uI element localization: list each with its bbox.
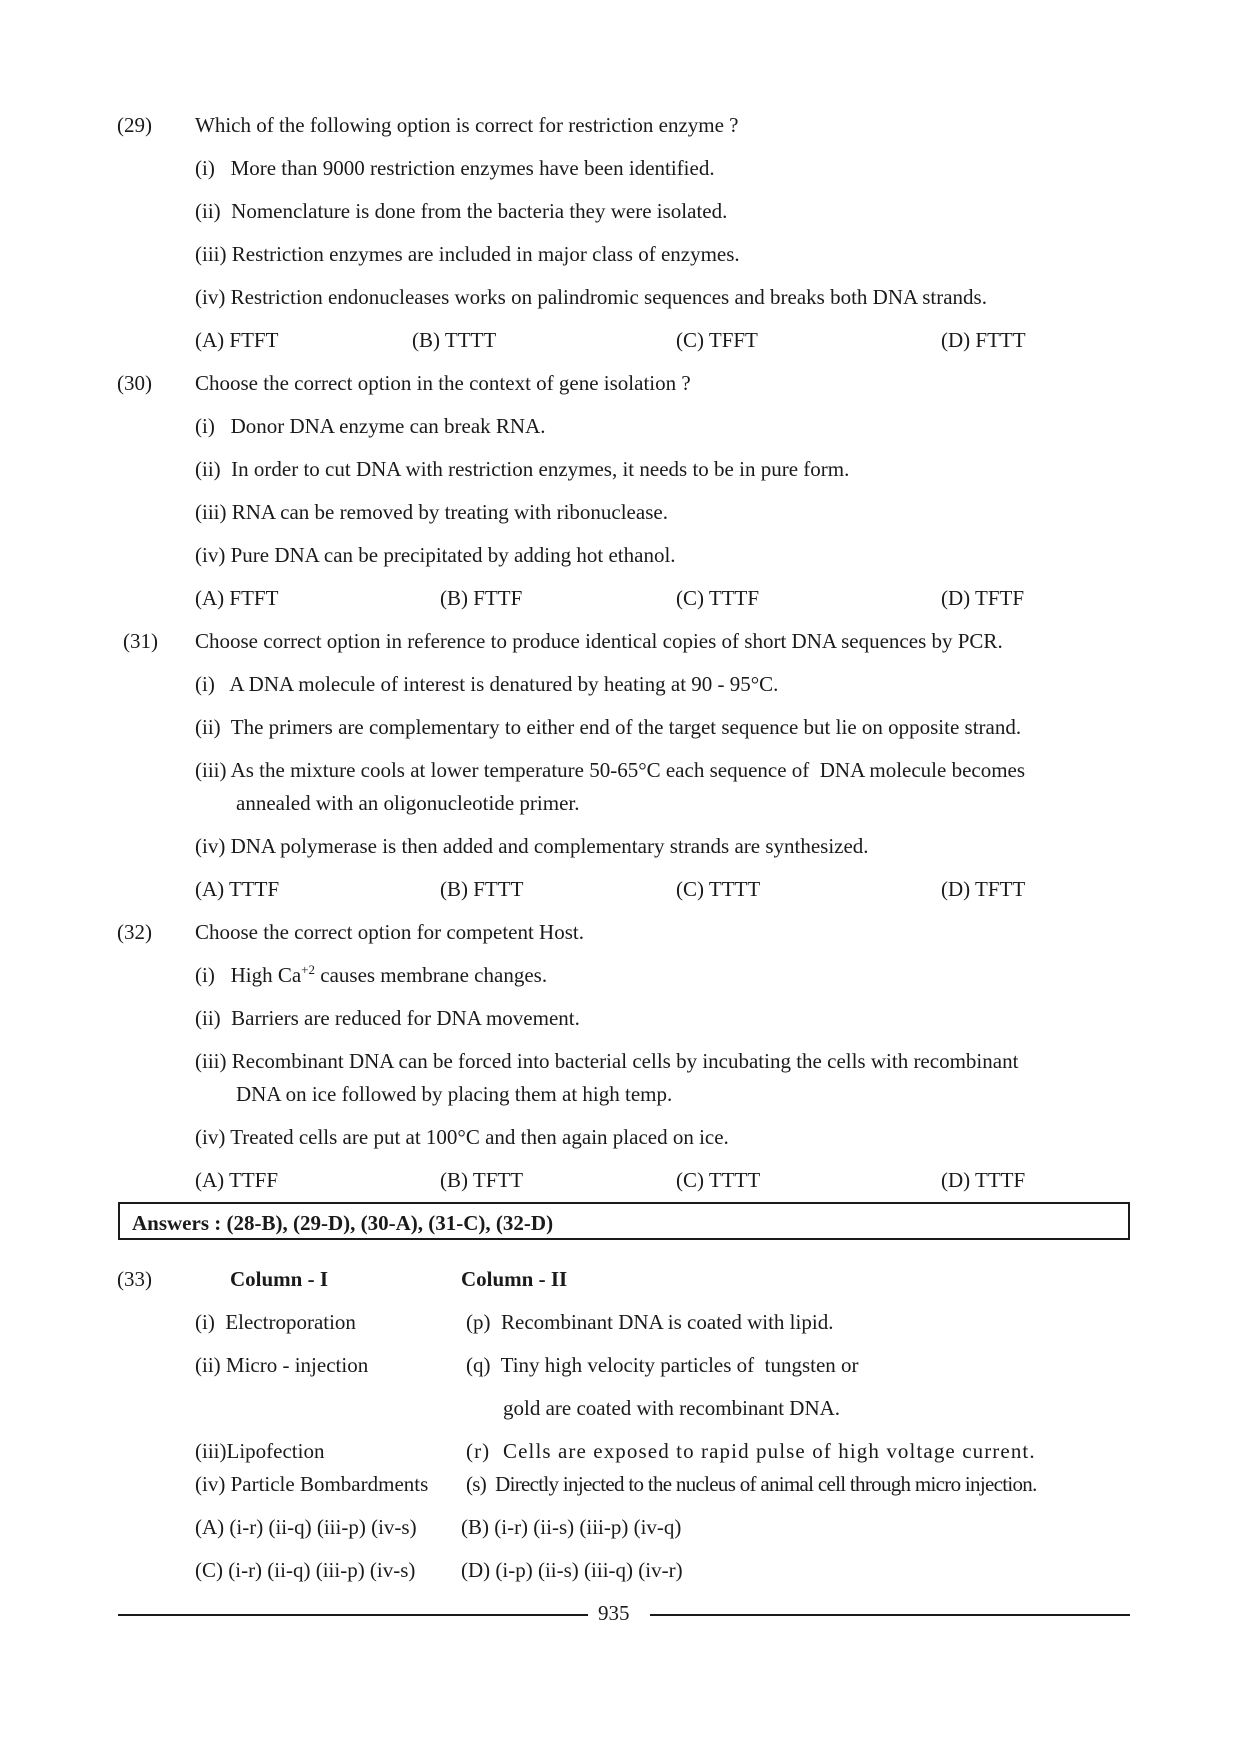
option-a: (A) TTTF <box>195 877 280 901</box>
column-2-item: (q) Tiny high velocity particles of tungsten or <box>466 1353 859 1377</box>
footer-rule-right <box>650 1614 1130 1616</box>
statement-continuation: DNA on ice followed by placing them at high temp. <box>236 1082 673 1106</box>
option-d: (D) TFTF <box>941 586 1025 610</box>
statement: (iii) RNA can be removed by treating with ribonuclease. <box>195 500 668 524</box>
option-a: (A) (i-r) (ii-q) (iii-p) (iv-s) <box>195 1515 417 1539</box>
question-number: (29) <box>117 113 152 137</box>
option-c: (C) (i-r) (ii-q) (iii-p) (iv-s) <box>195 1558 416 1582</box>
option-d: (D) TTTF <box>941 1168 1026 1192</box>
statement: (iv) Pure DNA can be precipitated by adding hot ethanol. <box>195 543 676 567</box>
statement: (i) High $Ca^{+2}$ causes membrane changes. <box>195 962 548 987</box>
statement: (iii) Recombinant DNA can be forced into bacterial cells by incubating the cells with recombinant <box>195 1049 1019 1073</box>
option-c: (C) TFFT <box>676 328 758 352</box>
option-c: (C) TTTF <box>676 586 760 610</box>
option-a: (A) TTFF <box>195 1168 279 1192</box>
column-2-item: (p) Recombinant DNA is coated with lipid. <box>466 1310 834 1334</box>
option-b: (B) FTTT <box>440 877 524 901</box>
option-a: (A) FTFT <box>195 586 279 610</box>
superscript: +2 <box>301 962 315 977</box>
footer-rule-left <box>118 1614 588 1616</box>
question-number: (33) <box>117 1267 152 1291</box>
statement: (i) A DNA molecule of interest is denatured by heating at 90 - 95°C. <box>195 672 779 696</box>
statement: (iii) As the mixture cools at lower temperature 50-65°C each sequence of DNA molecule becomes <box>195 758 1026 782</box>
statement: (iv) Treated cells are put at 100°C and then again placed on ice. <box>195 1125 729 1149</box>
column-2-item: (s) Directly injected to the nucleus of animal cell through micro injection. <box>466 1472 1037 1496</box>
column-2-continuation: gold are coated with recombinant DNA. <box>503 1396 841 1420</box>
statement: (ii) Barriers are reduced for DNA movement. <box>195 1006 580 1030</box>
statement: (ii) Nomenclature is done from the bacteria they were isolated. <box>195 199 728 223</box>
page-number: 935 <box>598 1601 630 1625</box>
option-a: (A) FTFT <box>195 328 279 352</box>
statement: (ii) In order to cut DNA with restriction enzymes, it needs to be in pure form. <box>195 457 850 481</box>
statement: (ii) The primers are complementary to either end of the target sequence but lie on opposite strand. <box>195 715 1022 739</box>
statement: (iii) Restriction enzymes are included in major class of enzymes. <box>195 242 740 266</box>
question-text: Choose the correct option for competent Host. <box>195 920 584 944</box>
option-b: (B) FTTF <box>440 586 523 610</box>
column-1-heading: Column - I <box>230 1267 329 1291</box>
question-number: (30) <box>117 371 152 395</box>
option-d: (D) FTTT <box>941 328 1026 352</box>
column-1-item: (iii)Lipofection <box>195 1439 325 1463</box>
question-text: Choose the correct option in the context of gene isolation ? <box>195 371 691 395</box>
option-b: (B) (i-r) (ii-s) (iii-p) (iv-q) <box>461 1515 682 1539</box>
option-b: (B) TTTT <box>412 328 497 352</box>
column-1-item: (iv) Particle Bombardments <box>195 1472 429 1496</box>
statement: (i) More than 9000 restriction enzymes have been identified. <box>195 156 715 180</box>
question-text: Choose correct option in reference to produce identical copies of short DNA sequences by PCR. <box>195 629 1003 653</box>
option-d: (D) (i-p) (ii-s) (iii-q) (iv-r) <box>461 1558 683 1582</box>
column-2-heading: Column - II <box>461 1267 568 1291</box>
answers-text: Answers : (28-B), (29-D), (30-A), (31-C), (32-D) <box>132 1211 554 1235</box>
question-number: (32) <box>117 920 152 944</box>
column-1-item: (ii) Micro - injection <box>195 1353 369 1377</box>
statement: (iv) Restriction endonucleases works on palindromic sequences and breaks both DNA strands. <box>195 285 987 309</box>
column-2-item: (r) Cells are exposed to rapid pulse of high voltage current. <box>466 1439 1036 1463</box>
statement: (i) Donor DNA enzyme can break RNA. <box>195 414 546 438</box>
option-b: (B) TFTT <box>440 1168 524 1192</box>
statement: (iv) DNA polymerase is then added and complementary strands are synthesized. <box>195 834 869 858</box>
question-text: Which of the following option is correct for restriction enzyme ? <box>195 113 739 137</box>
option-d: (D) TFTT <box>941 877 1026 901</box>
statement-continuation: annealed with an oligonucleotide primer. <box>236 791 580 815</box>
column-1-item: (i) Electroporation <box>195 1310 356 1334</box>
question-number: (31) <box>123 629 158 653</box>
option-c: (C) TTTT <box>676 1168 761 1192</box>
option-c: (C) TTTT <box>676 877 761 901</box>
answers-box <box>118 1202 1130 1240</box>
